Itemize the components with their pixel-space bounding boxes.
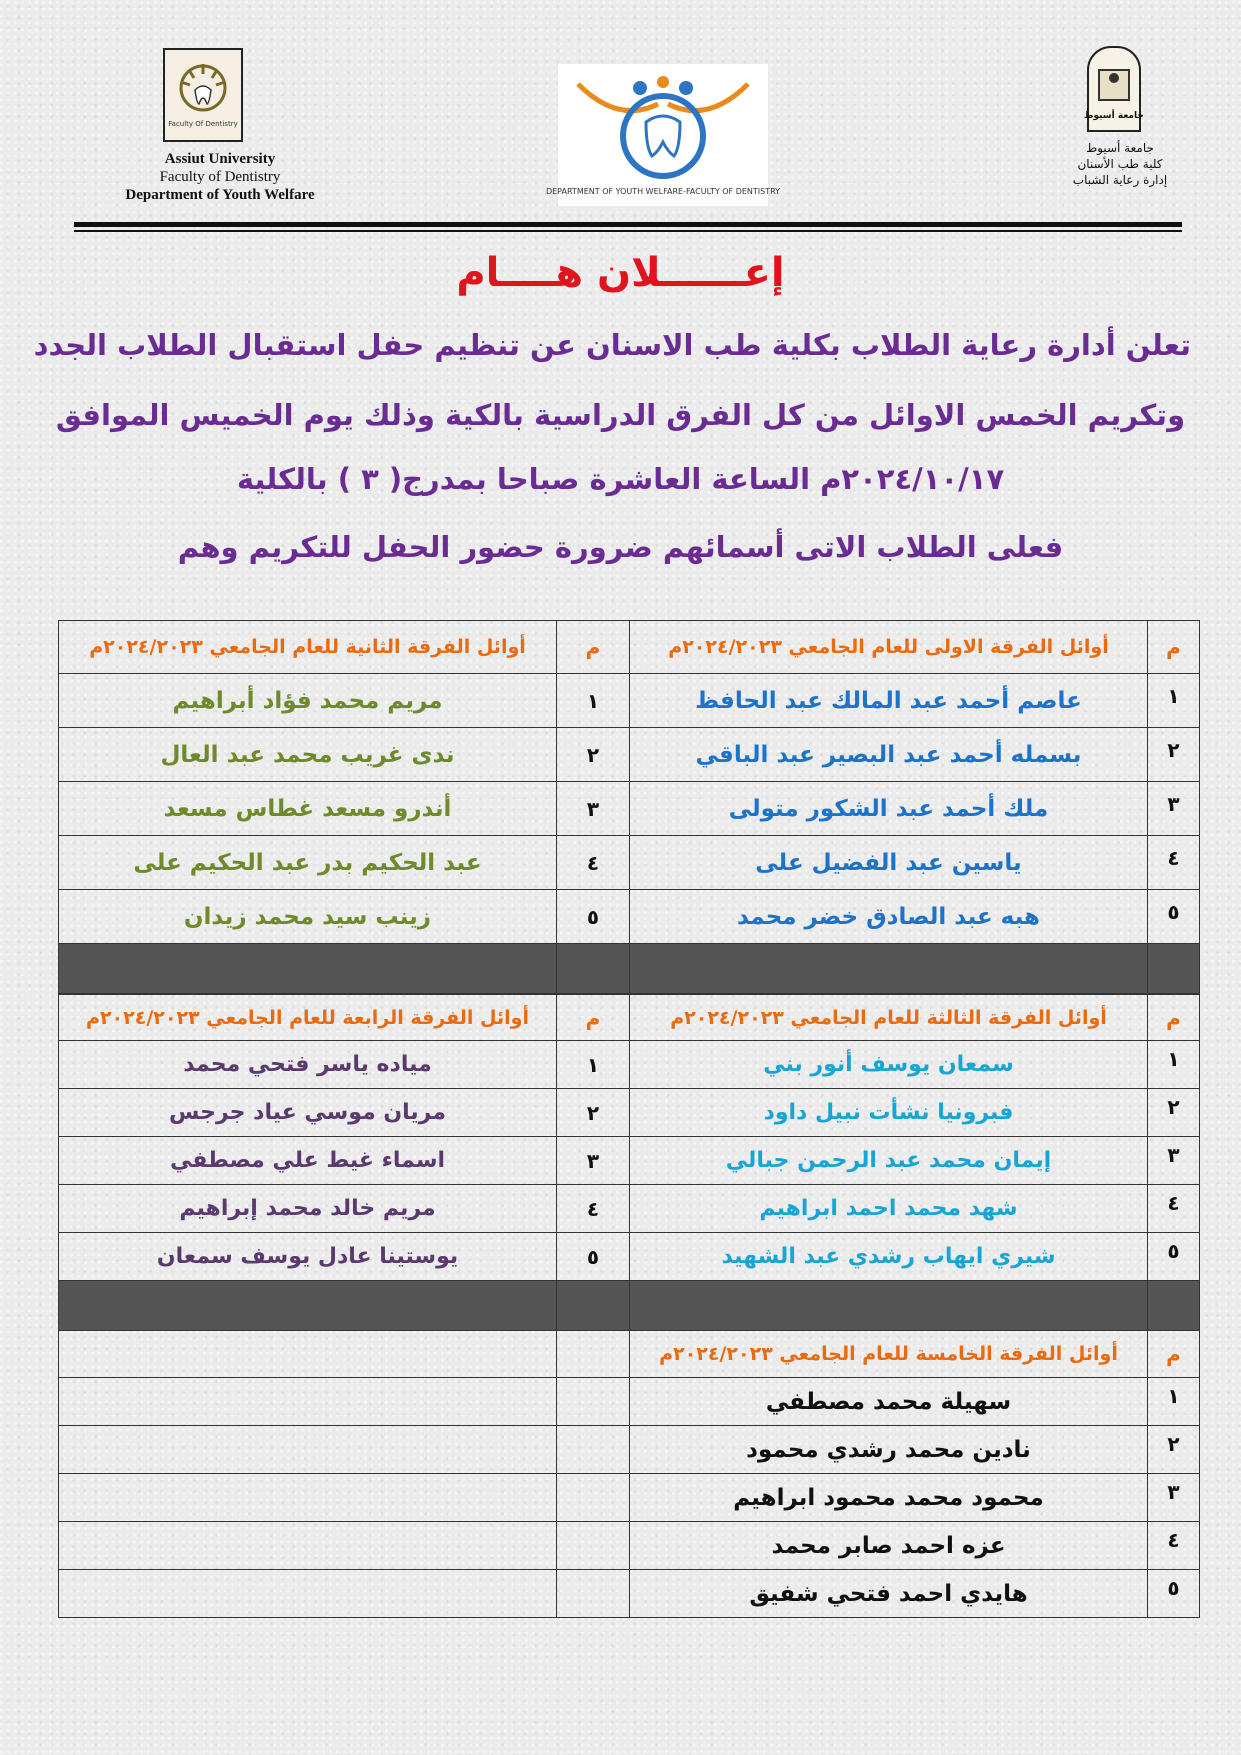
table-row <box>59 890 1200 944</box>
row-number: ٢ <box>557 728 630 782</box>
table-row <box>59 1185 1200 1233</box>
m-header: م <box>557 621 630 674</box>
year2-student: ندى غريب محمد عبد العال <box>59 728 557 782</box>
table-row <box>59 1233 1200 1281</box>
announcement-line-2: وتكريم الخمس الاوائل من كل الفرق الدراسية بالكية وذلك يوم الخميس الموافق <box>55 398 1186 432</box>
faculty-logo-icon <box>165 50 241 140</box>
separator-cell <box>557 944 630 994</box>
year5-student: هايدي احمد فتحي شفيق <box>630 1570 1148 1618</box>
table-row <box>59 782 1200 836</box>
row-number: ١ <box>1148 1041 1200 1089</box>
year1-student: بسمله أحمد عبد البصير عبد الباقي <box>630 728 1148 782</box>
table-header-row <box>59 995 1200 1041</box>
year3-student: سمعان يوسف أنور بني <box>630 1041 1148 1089</box>
year2-student: عبد الحكيم بدر عبد الحكيم على <box>59 836 557 890</box>
university-name-ar: جامعة أسيوط <box>1086 141 1154 155</box>
header-divider-thin <box>74 230 1182 232</box>
separator-cell <box>630 1281 1148 1331</box>
row-number: ٤ <box>557 1185 630 1233</box>
table-row <box>59 674 1200 728</box>
row-number: ١ <box>1148 1378 1200 1426</box>
honors-table-years-3-4 <box>58 994 1200 1331</box>
year3-student: إيمان محمد عبد الرحمن جبالي <box>630 1137 1148 1185</box>
separator-cell <box>630 944 1148 994</box>
separator-cell <box>557 1281 630 1331</box>
table-header-row <box>59 1331 1200 1378</box>
header-english <box>80 150 360 204</box>
faculty-name-en: Faculty of Dentistry <box>159 169 281 185</box>
row-number: ٣ <box>1148 1474 1200 1522</box>
row-number: ٣ <box>1148 1137 1200 1185</box>
year5-title: أوائل الفرقة الخامسة للعام الجامعي ٢٠٢٤/٢٠٢٣م <box>630 1331 1148 1378</box>
table-row <box>59 1378 1200 1426</box>
university-logo-icon <box>1084 48 1144 130</box>
announcement-line-3: ٢٠٢٤/١٠/١٧م الساعة العاشرة صباحا بمدرج( ٣ ) بالكلية <box>236 462 1005 496</box>
table-row <box>59 728 1200 782</box>
year5-student: سهيلة محمد مصطفي <box>630 1378 1148 1426</box>
youth-department-logo <box>545 64 781 206</box>
row-number: ٤ <box>1148 1185 1200 1233</box>
table-row <box>59 1137 1200 1185</box>
header-divider <box>74 222 1182 227</box>
empty-cell <box>59 1474 557 1522</box>
row-number: ٢ <box>1148 1089 1200 1137</box>
m-header: م <box>1148 995 1200 1041</box>
year3-student: شهد محمد احمد ابراهيم <box>630 1185 1148 1233</box>
table-header-row <box>59 621 1200 674</box>
faculty-name-ar: كلية طب الأسنان <box>1077 157 1163 171</box>
row-number: ٣ <box>1148 782 1200 836</box>
empty-cell <box>59 1570 557 1618</box>
year1-student: ملك أحمد عبد الشكور متولى <box>630 782 1148 836</box>
row-number: ٢ <box>1148 728 1200 782</box>
year4-student: يوستينا عادل يوسف سمعان <box>59 1233 557 1281</box>
announcement-title: إعــــــلان هــــام <box>456 250 785 296</box>
year3-student: فبرونيا نشأت نبيل داود <box>630 1089 1148 1137</box>
row-number: ٢ <box>1148 1426 1200 1474</box>
row-number: ١ <box>557 674 630 728</box>
year4-student: اسماء غيط علي مصطفي <box>59 1137 557 1185</box>
year2-student: زينب سيد محمد زيدان <box>59 890 557 944</box>
row-number: ٢ <box>557 1089 630 1137</box>
separator-cell <box>1148 1281 1200 1331</box>
year4-title: أوائل الفرقة الرابعة للعام الجامعي ٢٠٢٤/٢٠٢٣م <box>59 995 557 1041</box>
table-row <box>59 1041 1200 1089</box>
year1-student: عاصم أحمد عبد المالك عبد الحافظ <box>630 674 1148 728</box>
m-header: م <box>1148 621 1200 674</box>
separator-row <box>59 1281 1200 1331</box>
year1-title: أوائل الفرقة الاولى للعام الجامعي ٢٠٢٤/٢٠٢٣م <box>630 621 1148 674</box>
year4-student: مريم خالد محمد إبراهيم <box>59 1185 557 1233</box>
separator-row <box>59 944 1200 994</box>
row-number: ٣ <box>557 1137 630 1185</box>
svg-text:DEPARTMENT OF YOUTH WELFARE-FA: DEPARTMENT OF YOUTH WELFARE-FACULTY OF DENTISTRY <box>545 187 781 196</box>
row-number: ٥ <box>557 1233 630 1281</box>
table-row <box>59 836 1200 890</box>
year2-title: أوائل الفرقة الثانية للعام الجامعي ٢٠٢٤/٢٠٢٣م <box>59 621 557 674</box>
university-logo <box>1084 46 1144 132</box>
table-row <box>59 1426 1200 1474</box>
year4-student: مياده ياسر فتحي محمد <box>59 1041 557 1089</box>
m-header: م <box>1148 1331 1200 1378</box>
year5-student: نادين محمد رشدي محمود <box>630 1426 1148 1474</box>
empty-cell <box>59 1522 557 1570</box>
year2-student: مريم محمد فؤاد أبراهيم <box>59 674 557 728</box>
row-number: ٥ <box>1148 1570 1200 1618</box>
honors-table-year-5 <box>58 1330 1200 1618</box>
svg-text:Faculty Of Dentistry: Faculty Of Dentistry <box>168 120 238 128</box>
empty-cell <box>557 1474 630 1522</box>
row-number: ١ <box>557 1041 630 1089</box>
honors-table-years-1-2 <box>58 620 1200 994</box>
department-name-ar: إدارة رعاية الشباب <box>1072 173 1168 187</box>
empty-cell <box>557 1570 630 1618</box>
header-arabic <box>1040 140 1200 188</box>
table-row <box>59 1474 1200 1522</box>
year5-student: محمود محمد محمود ابراهيم <box>630 1474 1148 1522</box>
m-header: م <box>557 995 630 1041</box>
year1-student: ياسين عبد الفضيل على <box>630 836 1148 890</box>
svg-text:جامعة أسيوط: جامعة أسيوط <box>1084 111 1144 121</box>
empty-cell <box>557 1378 630 1426</box>
row-number: ٤ <box>557 836 630 890</box>
year3-student: شيري ايهاب رشدي عبد الشهيد <box>630 1233 1148 1281</box>
year4-student: مريان موسي عياد جرجس <box>59 1089 557 1137</box>
empty-cell <box>59 1426 557 1474</box>
row-number: ٤ <box>1148 836 1200 890</box>
separator-cell <box>59 944 557 994</box>
table-row <box>59 1522 1200 1570</box>
row-number: ٥ <box>1148 1233 1200 1281</box>
empty-cell <box>59 1378 557 1426</box>
row-number: ٥ <box>557 890 630 944</box>
empty-cell <box>59 1331 557 1378</box>
university-name-en: Assiut University <box>164 151 276 167</box>
announcement-line-4: فعلى الطلاب الاتى أسمائهم ضرورة حضور الحفل للتكريم وهم <box>177 530 1064 564</box>
year2-student: أندرو مسعد غطاس مسعد <box>59 782 557 836</box>
announcement-line-1: تعلن أدارة رعاية الطلاب بكلية طب الاسنان عن تنظيم حفل استقبال الطلاب الجدد <box>33 328 1191 362</box>
year3-title: أوائل الفرقة الثالثة للعام الجامعي ٢٠٢٤/٢٠٢٣م <box>630 995 1148 1041</box>
row-number: ٥ <box>1148 890 1200 944</box>
row-number: ٤ <box>1148 1522 1200 1570</box>
faculty-logo <box>163 48 243 142</box>
row-number: ٣ <box>557 782 630 836</box>
separator-cell <box>1148 944 1200 994</box>
separator-cell <box>59 1281 557 1331</box>
empty-cell <box>557 1426 630 1474</box>
table-row <box>59 1089 1200 1137</box>
empty-cell <box>557 1331 630 1378</box>
empty-cell <box>557 1522 630 1570</box>
row-number: ١ <box>1148 674 1200 728</box>
year1-student: هبه عبد الصادق خضر محمد <box>630 890 1148 944</box>
youth-logo-icon <box>545 64 781 206</box>
department-name-en: Department of Youth Welfare <box>125 187 315 203</box>
table-row <box>59 1570 1200 1618</box>
year5-student: عزه احمد صابر محمد <box>630 1522 1148 1570</box>
